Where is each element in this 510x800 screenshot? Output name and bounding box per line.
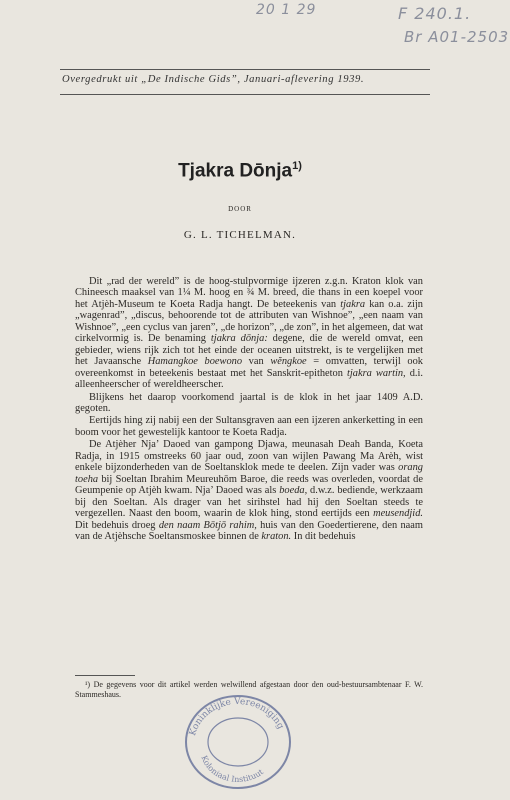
article-title (0, 160, 480, 182)
italic-term: kraton. (261, 530, 292, 542)
paragraph-text: Dit bedehuis droeg (75, 519, 159, 531)
italic-term: wĕngkoe (270, 356, 307, 368)
title-text: Tjakra Dōnja (178, 160, 293, 182)
paragraph-text: Eertijds hing zij nabij een der Sultansgraven aan een ijzeren ankerketting in een boom voor het gewestelijk kantoor te Koeta Radja. (75, 415, 423, 438)
italic-term: meusendjid. (373, 508, 423, 520)
paragraph-text: d.i. alleenheerscher of wereldheerscher. (75, 367, 423, 391)
italic-term: orang toeha (75, 462, 423, 485)
article-body (75, 276, 423, 542)
paragraph-text: van (242, 356, 271, 368)
footnote: ¹) De gegevens voor dit artikel werden welwillend afgestaan door den oud-bestuursambtenaar F. W. Stammeshaus. (75, 680, 423, 699)
stamp-inner-ring (208, 718, 268, 766)
reprint-notice: Overgedrukt uit „De Indische Gids”, Januari-aflevering 1939. (62, 74, 365, 85)
italic-term: tjakra wartin, (347, 367, 406, 379)
footnote-rule (75, 675, 135, 676)
paragraph-text: Dit „rad der wereld” is de hoog-stulpvormige ijzeren z.g.n. Kraton klok van Chineesch maaksel van 1¼ M. hoog en ¾ M. breed, die thans in een koepel voor het Atjèh-Museum te Koeta Radja hangt. De beteekenis van (75, 276, 423, 310)
title-footnote-mark: 1) (292, 160, 302, 172)
paragraph-text: huis van den Goedertierene, den naam van de Atjèhsche Soeltansmoskee binnen de (75, 519, 423, 542)
pencil-note-shelfmark: Br A01-2503 (404, 28, 510, 46)
paragraph-text: degene, die de wereld omvat, een gebieder, wiens rijk zich tot het einde der oceanen uitstrekt, is te vergelijken met het Javaansche (75, 333, 423, 368)
author-name: G. L. TICHELMAN. (183, 229, 297, 241)
italic-term: tjakra (340, 298, 366, 310)
byline-label: DOOR (228, 205, 252, 213)
paragraph-text: d.w.z. bediende, werkzaam bij den Soeltan. Als drager van het sirihstel had hij den Soeltan steeds te vergezellen. Naast den boom, waarin de klok hing, stond eertijds een (75, 485, 423, 520)
body-paragraph (75, 392, 423, 415)
paragraph-text: Blijkens het daarop voorkomend jaartal is de klok in het jaar 1409 A.D. gegoten. (75, 391, 423, 414)
italic-term: Hamangkoe boewono (147, 356, 243, 368)
header-rule-bottom (60, 94, 430, 95)
pencil-note-catalog: F 240.1. (398, 4, 472, 23)
stamp-lower-text: Koloniaal Instituut (199, 754, 266, 785)
stamp-outer-text: Koninklijke Vereeniging (188, 696, 286, 738)
library-stamp (180, 688, 296, 792)
pencil-note-date: 20 1 29 (256, 2, 317, 18)
paragraph-text: kan o.a. zijn „wagenrad”, „discus, behoorende tot de attributen van Wishnoe”, „een naam van Wishnoe”, „een cyclus van jaren”, „de horizon”, „de zon”, in het algemeen, dat wat cirkelvormig is. De benaming (75, 298, 424, 345)
header-rule-top (60, 69, 430, 70)
paragraph-text: = omvatten, terwijl ook overeenkomst in beteekenis bestaat met het Sanskrit-epitheton (75, 356, 424, 379)
italic-term: den naam Bōtjō rahim, (158, 519, 257, 531)
italic-term: boeda, (279, 485, 308, 497)
italic-term: tjakra dōnja: (210, 333, 268, 345)
body-paragraph (75, 415, 423, 438)
paragraph-text: bij Soeltan Ibrahim Meureuhōm Baroe, die reeds was overleden, voordat de Geumpenie op Atjèh kwam. Nja’ Daoed was als (75, 473, 423, 497)
body-paragraph (75, 276, 423, 391)
paragraph-text: In dit bedehuis (291, 530, 356, 542)
body-paragraph (75, 439, 423, 542)
paragraph-text: De Atjèher Nja’ Daoed van gampong Djawa, meunasah Deah Banda, Koeta Radja, in 1915 omstreeks 60 jaar oud, zoon van wijlen Pawang Ma Arèh, wist enkele bijzonderheden van de Soeltansklok mede te deelen. Zijn vader was (75, 439, 423, 474)
stamp-outer-ring (186, 696, 290, 788)
